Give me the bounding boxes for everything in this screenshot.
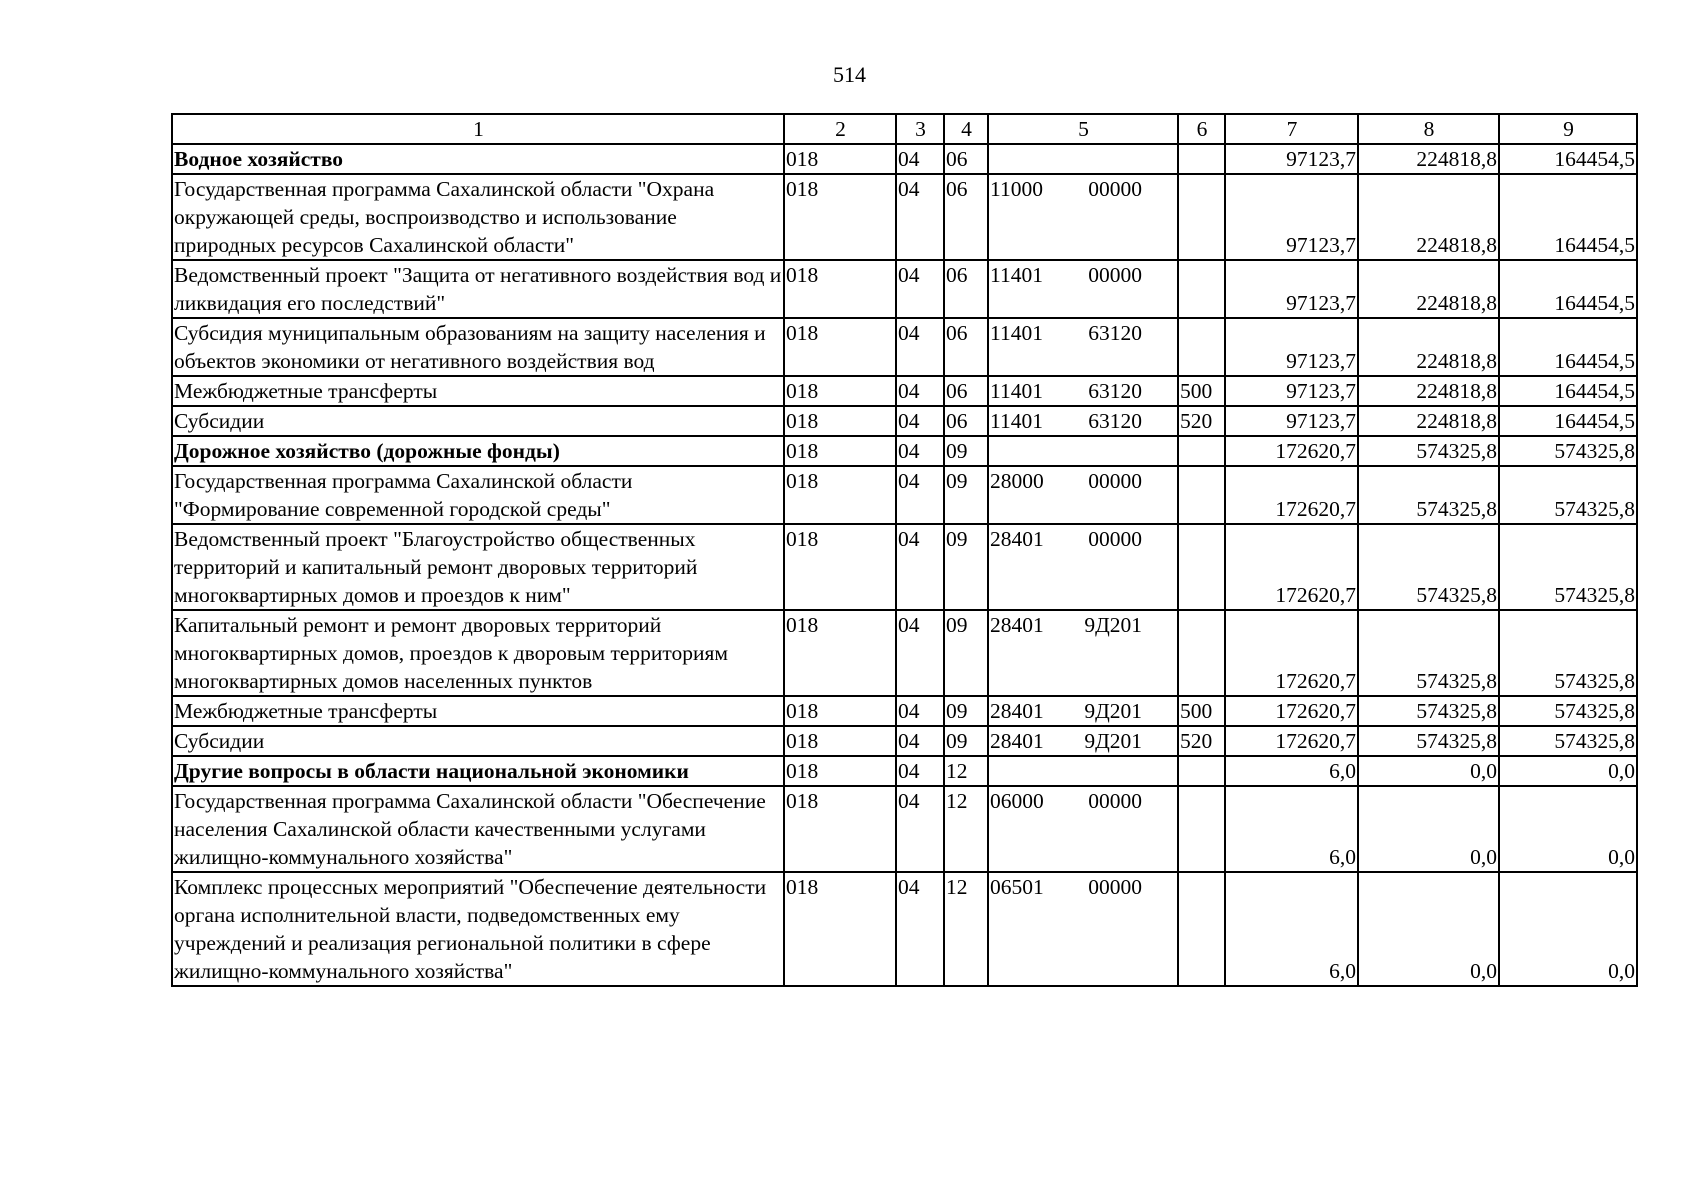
subsection-code-cell: 06 [944, 406, 988, 436]
target-article-cell [988, 318, 1178, 376]
row-name-cell: Ведомственный проект "Защита от негативного воздействия вод и ликвидация его последствий" [172, 260, 784, 318]
amount-year3-cell: 574325,8 [1499, 436, 1637, 466]
ministry-code-cell: 018 [784, 610, 896, 696]
target-article-direction-code: 9Д201 [1084, 729, 1142, 753]
amount-year2-cell: 224818,8 [1358, 318, 1499, 376]
ministry-code-cell: 018 [784, 786, 896, 872]
row-name-cell: Другие вопросы в области национальной экономики [172, 756, 784, 786]
section-code-cell: 04 [896, 610, 944, 696]
subsection-code-cell: 06 [944, 318, 988, 376]
expense-type-cell [1178, 260, 1225, 318]
section-code-cell: 04 [896, 696, 944, 726]
subsection-code-cell: 12 [944, 872, 988, 986]
subsection-code-cell: 06 [944, 260, 988, 318]
amount-year2-cell: 574325,8 [1358, 726, 1499, 756]
page-number: 514 [833, 62, 866, 87]
ministry-code-cell: 018 [784, 466, 896, 524]
target-article-program-code: 06501 [990, 875, 1044, 899]
table-row [172, 756, 1637, 786]
expense-type-cell [1178, 756, 1225, 786]
ministry-code-cell: 018 [784, 524, 896, 610]
section-code-cell: 04 [896, 524, 944, 610]
column-header: 9 [1499, 114, 1637, 144]
amount-year1-cell: 172620,7 [1225, 524, 1358, 610]
amount-year2-cell: 224818,8 [1358, 260, 1499, 318]
ministry-code-cell: 018 [784, 318, 896, 376]
section-code-cell: 04 [896, 376, 944, 406]
amount-year3-cell: 574325,8 [1499, 726, 1637, 756]
section-code-cell: 04 [896, 786, 944, 872]
target-article-direction-code: 9Д201 [1084, 699, 1142, 723]
amount-year3-cell: 574325,8 [1499, 524, 1637, 610]
row-name-cell: Ведомственный проект "Благоустройство общественных территорий и капитальный ремонт дворовых территорий многоквартирных домов и проездов к ним" [172, 524, 784, 610]
amount-year3-cell: 164454,5 [1499, 174, 1637, 260]
expense-type-cell [1178, 466, 1225, 524]
target-article-direction-code: 00000 [1088, 875, 1142, 899]
expense-type-cell [1178, 144, 1225, 174]
expense-type-cell [1178, 436, 1225, 466]
amount-year2-cell: 0,0 [1358, 786, 1499, 872]
amount-year1-cell: 97123,7 [1225, 174, 1358, 260]
amount-year1-cell: 6,0 [1225, 786, 1358, 872]
amount-year2-cell: 574325,8 [1358, 610, 1499, 696]
amount-year1-cell: 172620,7 [1225, 466, 1358, 524]
target-article-cell [988, 436, 1178, 466]
ministry-code-cell: 018 [784, 260, 896, 318]
section-code-cell: 04 [896, 260, 944, 318]
column-header: 2 [784, 114, 896, 144]
amount-year1-cell: 6,0 [1225, 872, 1358, 986]
section-code-cell: 04 [896, 406, 944, 436]
column-header: 7 [1225, 114, 1358, 144]
section-code-cell: 04 [896, 872, 944, 986]
subsection-code-cell: 06 [944, 376, 988, 406]
subsection-code-cell: 09 [944, 466, 988, 524]
target-article-cell [988, 524, 1178, 610]
budget-table [171, 113, 1638, 987]
amount-year2-cell: 224818,8 [1358, 144, 1499, 174]
amount-year2-cell: 224818,8 [1358, 174, 1499, 260]
amount-year2-cell: 574325,8 [1358, 696, 1499, 726]
expense-type-cell: 500 [1178, 376, 1225, 406]
subsection-code-cell: 09 [944, 610, 988, 696]
row-name-cell: Субсидия муниципальным образованиям на защиту населения и объектов экономики от негативного воздействия вод [172, 318, 784, 376]
amount-year1-cell: 6,0 [1225, 756, 1358, 786]
target-article-direction-code: 63120 [1088, 321, 1142, 345]
target-article-cell [988, 786, 1178, 872]
section-code-cell: 04 [896, 756, 944, 786]
target-article-cell [988, 376, 1178, 406]
target-article-direction-code: 00000 [1088, 469, 1142, 493]
subsection-code-cell: 09 [944, 524, 988, 610]
table-row [172, 466, 1637, 524]
target-article-program-code: 06000 [990, 789, 1044, 813]
table-row [172, 872, 1637, 986]
target-article-cell [988, 260, 1178, 318]
section-code-cell: 04 [896, 726, 944, 756]
target-article-direction-code: 63120 [1088, 409, 1142, 433]
target-article-cell [988, 696, 1178, 726]
expense-type-cell [1178, 524, 1225, 610]
target-article-cell [988, 872, 1178, 986]
target-article-direction-code: 00000 [1088, 789, 1142, 813]
column-header: 4 [944, 114, 988, 144]
amount-year1-cell: 97123,7 [1225, 406, 1358, 436]
amount-year1-cell: 97123,7 [1225, 260, 1358, 318]
amount-year1-cell: 172620,7 [1225, 726, 1358, 756]
table-row [172, 144, 1637, 174]
amount-year3-cell: 0,0 [1499, 786, 1637, 872]
expense-type-cell [1178, 786, 1225, 872]
target-article-program-code: 28401 [990, 699, 1044, 723]
target-article-direction-code: 00000 [1088, 177, 1142, 201]
amount-year1-cell: 97123,7 [1225, 144, 1358, 174]
expense-type-cell [1178, 174, 1225, 260]
column-header: 3 [896, 114, 944, 144]
amount-year2-cell: 0,0 [1358, 756, 1499, 786]
table-row [172, 376, 1637, 406]
amount-year3-cell: 574325,8 [1499, 696, 1637, 726]
ministry-code-cell: 018 [784, 872, 896, 986]
ministry-code-cell: 018 [784, 726, 896, 756]
target-article-cell [988, 174, 1178, 260]
column-header: 5 [988, 114, 1178, 144]
target-article-direction-code: 63120 [1088, 379, 1142, 403]
row-name-cell: Комплекс процессных мероприятий "Обеспечение деятельности органа исполнительной власти, подведомственных ему учреждений и реализация региональной политики в сфере жилищно-коммунального хозяйства" [172, 872, 784, 986]
section-code-cell: 04 [896, 318, 944, 376]
amount-year2-cell: 224818,8 [1358, 406, 1499, 436]
target-article-cell [988, 406, 1178, 436]
amount-year3-cell: 164454,5 [1499, 406, 1637, 436]
column-header: 6 [1178, 114, 1225, 144]
target-article-cell [988, 144, 1178, 174]
row-name-cell: Субсидии [172, 726, 784, 756]
table-row [172, 786, 1637, 872]
target-article-program-code: 11401 [990, 263, 1043, 287]
amount-year3-cell: 164454,5 [1499, 376, 1637, 406]
row-name-cell: Государственная программа Сахалинской области "Обеспечение населения Сахалинской области качественными услугами жилищно-коммунального хозяйства" [172, 786, 784, 872]
table-row [172, 726, 1637, 756]
subsection-code-cell: 12 [944, 756, 988, 786]
amount-year3-cell: 574325,8 [1499, 610, 1637, 696]
target-article-program-code: 11401 [990, 409, 1043, 433]
table-row [172, 696, 1637, 726]
subsection-code-cell: 06 [944, 174, 988, 260]
amount-year2-cell: 224818,8 [1358, 376, 1499, 406]
table-row [172, 174, 1637, 260]
ministry-code-cell: 018 [784, 696, 896, 726]
row-name-cell: Межбюджетные трансферты [172, 376, 784, 406]
row-name-cell: Государственная программа Сахалинской области "Формирование современной городской среды" [172, 466, 784, 524]
target-article-direction-code: 00000 [1088, 263, 1142, 287]
table-body [172, 144, 1637, 986]
ministry-code-cell: 018 [784, 144, 896, 174]
target-article-cell [988, 610, 1178, 696]
table-row [172, 610, 1637, 696]
expense-type-cell: 520 [1178, 726, 1225, 756]
amount-year2-cell: 574325,8 [1358, 436, 1499, 466]
amount-year3-cell: 574325,8 [1499, 466, 1637, 524]
row-name-cell: Межбюджетные трансферты [172, 696, 784, 726]
expense-type-cell [1178, 610, 1225, 696]
ministry-code-cell: 018 [784, 756, 896, 786]
amount-year2-cell: 574325,8 [1358, 524, 1499, 610]
section-code-cell: 04 [896, 144, 944, 174]
row-name-cell: Дорожное хозяйство (дорожные фонды) [172, 436, 784, 466]
row-name-cell: Капитальный ремонт и ремонт дворовых территорий многоквартирных домов, проездов к дворовым территориям многоквартирных домов населенных пунктов [172, 610, 784, 696]
expense-type-cell [1178, 872, 1225, 986]
ministry-code-cell: 018 [784, 376, 896, 406]
table-header-row [172, 114, 1637, 144]
amount-year3-cell: 0,0 [1499, 872, 1637, 986]
subsection-code-cell: 09 [944, 696, 988, 726]
table-row [172, 318, 1637, 376]
amount-year3-cell: 164454,5 [1499, 318, 1637, 376]
column-header: 1 [172, 114, 784, 144]
table-row [172, 524, 1637, 610]
target-article-program-code: 28401 [990, 613, 1044, 637]
expense-type-cell: 520 [1178, 406, 1225, 436]
table-row [172, 436, 1637, 466]
amount-year3-cell: 0,0 [1499, 756, 1637, 786]
amount-year2-cell: 574325,8 [1358, 466, 1499, 524]
target-article-program-code: 28000 [990, 469, 1044, 493]
target-article-program-code: 28401 [990, 729, 1044, 753]
ministry-code-cell: 018 [784, 406, 896, 436]
amount-year1-cell: 172620,7 [1225, 436, 1358, 466]
table-row [172, 406, 1637, 436]
section-code-cell: 04 [896, 466, 944, 524]
target-article-program-code: 28401 [990, 527, 1044, 551]
expense-type-cell: 500 [1178, 696, 1225, 726]
amount-year1-cell: 172620,7 [1225, 696, 1358, 726]
amount-year1-cell: 97123,7 [1225, 318, 1358, 376]
target-article-direction-code: 9Д201 [1084, 613, 1142, 637]
amount-year3-cell: 164454,5 [1499, 144, 1637, 174]
amount-year3-cell: 164454,5 [1499, 260, 1637, 318]
target-article-direction-code: 00000 [1088, 527, 1142, 551]
ministry-code-cell: 018 [784, 174, 896, 260]
amount-year2-cell: 0,0 [1358, 872, 1499, 986]
target-article-cell [988, 756, 1178, 786]
table-row [172, 260, 1637, 318]
section-code-cell: 04 [896, 174, 944, 260]
amount-year1-cell: 172620,7 [1225, 610, 1358, 696]
column-header: 8 [1358, 114, 1499, 144]
row-name-cell: Субсидии [172, 406, 784, 436]
ministry-code-cell: 018 [784, 436, 896, 466]
row-name-cell: Водное хозяйство [172, 144, 784, 174]
expense-type-cell [1178, 318, 1225, 376]
subsection-code-cell: 06 [944, 144, 988, 174]
target-article-cell [988, 466, 1178, 524]
subsection-code-cell: 12 [944, 786, 988, 872]
section-code-cell: 04 [896, 436, 944, 466]
target-article-program-code: 11000 [990, 177, 1043, 201]
row-name-cell: Государственная программа Сахалинской области "Охрана окружающей среды, воспроизводство и использование природных ресурсов Сахалинской области" [172, 174, 784, 260]
target-article-program-code: 11401 [990, 321, 1043, 345]
target-article-cell [988, 726, 1178, 756]
amount-year1-cell: 97123,7 [1225, 376, 1358, 406]
subsection-code-cell: 09 [944, 436, 988, 466]
target-article-program-code: 11401 [990, 379, 1043, 403]
subsection-code-cell: 09 [944, 726, 988, 756]
